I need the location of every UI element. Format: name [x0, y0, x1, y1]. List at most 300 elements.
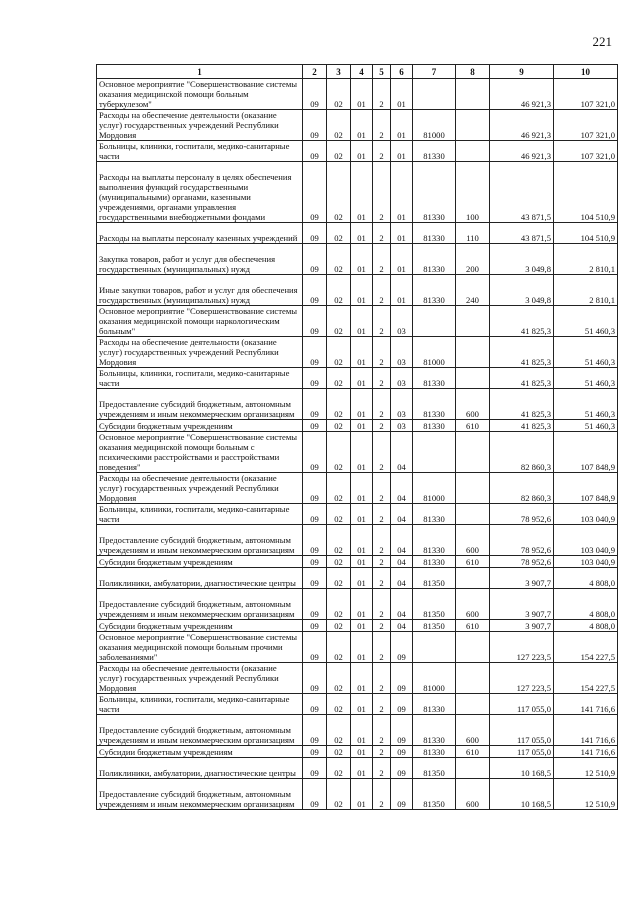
code-cell: 2	[373, 504, 391, 525]
code-cell: 02	[327, 162, 351, 223]
amount-cell: 4 808,0	[554, 589, 618, 620]
code-cell: 610	[456, 746, 490, 758]
amount-cell: 117 055,0	[490, 715, 554, 746]
amount-cell: 46 921,3	[490, 110, 554, 141]
amount-cell: 103 040,9	[554, 556, 618, 568]
amount-cell: 127 223,5	[490, 632, 554, 663]
code-cell: 2	[373, 663, 391, 694]
amount-cell: 51 460,3	[554, 420, 618, 432]
code-cell: 04	[391, 568, 413, 589]
code-cell: 610	[456, 420, 490, 432]
amount-cell: 51 460,3	[554, 337, 618, 368]
code-cell: 02	[327, 663, 351, 694]
code-cell: 01	[351, 306, 373, 337]
code-cell: 03	[391, 306, 413, 337]
code-cell: 81330	[413, 715, 456, 746]
code-cell: 01	[351, 244, 373, 275]
code-cell: 02	[327, 525, 351, 556]
code-cell: 02	[327, 504, 351, 525]
amount-cell: 41 825,3	[490, 368, 554, 389]
code-cell: 02	[327, 223, 351, 244]
table-row	[97, 779, 618, 810]
table-row	[97, 715, 618, 746]
code-cell: 09	[303, 162, 327, 223]
code-cell: 09	[303, 110, 327, 141]
table-row	[97, 275, 618, 306]
code-cell: 2	[373, 244, 391, 275]
code-cell: 01	[351, 368, 373, 389]
amount-cell: 82 860,3	[490, 473, 554, 504]
code-cell: 09	[303, 758, 327, 779]
code-cell: 04	[391, 432, 413, 473]
code-cell: 09	[303, 244, 327, 275]
code-cell: 81000	[413, 337, 456, 368]
code-cell: 81330	[413, 389, 456, 420]
code-cell: 01	[351, 473, 373, 504]
code-cell: 01	[391, 110, 413, 141]
code-cell: 2	[373, 110, 391, 141]
code-cell: 09	[303, 746, 327, 758]
code-cell: 02	[327, 79, 351, 110]
amount-cell: 154 227,5	[554, 663, 618, 694]
code-cell: 81330	[413, 223, 456, 244]
row-name: Основное мероприятие "Совершенствование системы оказания медицинской помощи больным прочими заболеваниями"	[97, 632, 303, 663]
amount-cell: 3 907,7	[490, 568, 554, 589]
code-cell: 01	[391, 141, 413, 162]
row-name: Расходы на обеспечение деятельности (оказание услуг) государственных учреждений Республики Мордовия	[97, 110, 303, 141]
header-cell: 9	[490, 65, 554, 79]
code-cell: 240	[456, 275, 490, 306]
row-name: Больницы, клиники, госпитали, медико-санитарные части	[97, 504, 303, 525]
code-cell: 09	[303, 275, 327, 306]
code-cell	[413, 306, 456, 337]
row-name: Предоставление субсидий бюджетным, автономным учреждениям и иным некоммерческим организациям	[97, 779, 303, 810]
table-body	[97, 79, 618, 810]
code-cell: 09	[303, 223, 327, 244]
row-name: Субсидии бюджетным учреждениям	[97, 420, 303, 432]
code-cell: 02	[327, 556, 351, 568]
code-cell: 600	[456, 779, 490, 810]
code-cell: 02	[327, 473, 351, 504]
code-cell	[456, 694, 490, 715]
code-cell: 04	[391, 589, 413, 620]
amount-cell: 43 871,5	[490, 223, 554, 244]
code-cell: 09	[391, 632, 413, 663]
code-cell: 2	[373, 162, 391, 223]
amount-cell: 41 825,3	[490, 389, 554, 420]
code-cell: 02	[327, 758, 351, 779]
code-cell: 09	[303, 306, 327, 337]
code-cell: 09	[391, 758, 413, 779]
amount-cell: 154 227,5	[554, 632, 618, 663]
table-row	[97, 141, 618, 162]
amount-cell: 107 321,0	[554, 141, 618, 162]
code-cell: 02	[327, 368, 351, 389]
code-cell: 2	[373, 389, 391, 420]
code-cell: 09	[303, 694, 327, 715]
code-cell: 09	[303, 663, 327, 694]
amount-cell: 141 716,6	[554, 694, 618, 715]
code-cell: 200	[456, 244, 490, 275]
table-header-row	[97, 65, 618, 79]
code-cell: 09	[391, 694, 413, 715]
amount-cell: 127 223,5	[490, 663, 554, 694]
amount-cell: 46 921,3	[490, 141, 554, 162]
code-cell: 81330	[413, 275, 456, 306]
amount-cell: 117 055,0	[490, 746, 554, 758]
amount-cell: 41 825,3	[490, 420, 554, 432]
row-name: Расходы на обеспечение деятельности (оказание услуг) государственных учреждений Республики Мордовия	[97, 473, 303, 504]
code-cell: 04	[391, 473, 413, 504]
row-name: Основное мероприятие "Совершенствование системы оказания медицинской помощи наркологическим больным"	[97, 306, 303, 337]
code-cell: 02	[327, 306, 351, 337]
code-cell: 02	[327, 715, 351, 746]
code-cell: 81330	[413, 746, 456, 758]
amount-cell: 104 510,9	[554, 223, 618, 244]
code-cell	[456, 110, 490, 141]
code-cell: 81000	[413, 473, 456, 504]
code-cell: 01	[391, 275, 413, 306]
table-row	[97, 79, 618, 110]
code-cell: 01	[391, 79, 413, 110]
table-row	[97, 589, 618, 620]
amount-cell: 104 510,9	[554, 162, 618, 223]
amount-cell: 3 049,8	[490, 275, 554, 306]
code-cell: 2	[373, 556, 391, 568]
row-name: Больницы, клиники, госпитали, медико-санитарные части	[97, 141, 303, 162]
amount-cell: 141 716,6	[554, 746, 618, 758]
row-name: Расходы на обеспечение деятельности (оказание услуг) государственных учреждений Республики Мордовия	[97, 663, 303, 694]
amount-cell: 141 716,6	[554, 715, 618, 746]
code-cell: 81330	[413, 244, 456, 275]
code-cell: 01	[351, 779, 373, 810]
table-row	[97, 162, 618, 223]
code-cell: 09	[391, 779, 413, 810]
header-cell: 1	[97, 65, 303, 79]
table-row	[97, 525, 618, 556]
code-cell: 2	[373, 368, 391, 389]
amount-cell: 12 510,9	[554, 758, 618, 779]
amount-cell: 10 168,5	[490, 779, 554, 810]
row-name: Иные закупки товаров, работ и услуг для обеспечения государственных (муниципальных) нужд	[97, 275, 303, 306]
row-name: Поликлиники, амбулатории, диагностические центры	[97, 568, 303, 589]
code-cell	[456, 632, 490, 663]
code-cell: 2	[373, 275, 391, 306]
table-row	[97, 244, 618, 275]
code-cell: 02	[327, 337, 351, 368]
code-cell: 2	[373, 632, 391, 663]
amount-cell: 78 952,6	[490, 556, 554, 568]
code-cell: 02	[327, 141, 351, 162]
header-cell: 4	[351, 65, 373, 79]
code-cell: 09	[303, 589, 327, 620]
code-cell: 600	[456, 389, 490, 420]
amount-cell: 41 825,3	[490, 337, 554, 368]
table-row	[97, 337, 618, 368]
code-cell: 02	[327, 275, 351, 306]
amount-cell: 82 860,3	[490, 432, 554, 473]
code-cell: 04	[391, 620, 413, 632]
code-cell: 01	[351, 275, 373, 306]
table-row	[97, 746, 618, 758]
code-cell: 01	[351, 556, 373, 568]
code-cell	[456, 663, 490, 694]
header-cell: 8	[456, 65, 490, 79]
code-cell: 01	[351, 337, 373, 368]
table-row	[97, 694, 618, 715]
amount-cell: 78 952,6	[490, 525, 554, 556]
row-name: Основное мероприятие "Совершенствование системы оказания медицинской помощи больным с психическими расстройствами и расстройствами поведения"	[97, 432, 303, 473]
code-cell: 09	[391, 715, 413, 746]
code-cell: 100	[456, 162, 490, 223]
code-cell	[456, 473, 490, 504]
code-cell: 01	[351, 694, 373, 715]
code-cell: 01	[391, 223, 413, 244]
code-cell: 02	[327, 779, 351, 810]
amount-cell: 3 907,7	[490, 589, 554, 620]
table-row	[97, 568, 618, 589]
code-cell: 2	[373, 715, 391, 746]
code-cell: 81330	[413, 141, 456, 162]
code-cell: 01	[351, 223, 373, 244]
code-cell: 09	[303, 504, 327, 525]
code-cell: 2	[373, 306, 391, 337]
code-cell: 81000	[413, 110, 456, 141]
code-cell: 04	[391, 504, 413, 525]
row-name: Поликлиники, амбулатории, диагностические центры	[97, 758, 303, 779]
code-cell	[456, 141, 490, 162]
table-row	[97, 420, 618, 432]
amount-cell: 2 810,1	[554, 275, 618, 306]
code-cell	[456, 337, 490, 368]
code-cell: 2	[373, 337, 391, 368]
table-row	[97, 432, 618, 473]
code-cell: 09	[303, 389, 327, 420]
code-cell: 09	[303, 779, 327, 810]
code-cell: 09	[303, 141, 327, 162]
code-cell: 81330	[413, 694, 456, 715]
code-cell: 81330	[413, 368, 456, 389]
row-name: Больницы, клиники, госпитали, медико-санитарные части	[97, 694, 303, 715]
code-cell: 2	[373, 620, 391, 632]
row-name: Расходы на выплаты персоналу казенных учреждений	[97, 223, 303, 244]
code-cell: 01	[351, 589, 373, 620]
code-cell: 02	[327, 589, 351, 620]
row-name: Предоставление субсидий бюджетным, автономным учреждениям и иным некоммерческим организациям	[97, 525, 303, 556]
amount-cell: 4 808,0	[554, 620, 618, 632]
code-cell: 09	[391, 746, 413, 758]
row-name: Предоставление субсидий бюджетным, автономным учреждениям и иным некоммерческим организациям	[97, 589, 303, 620]
code-cell: 02	[327, 568, 351, 589]
code-cell: 09	[391, 663, 413, 694]
code-cell: 610	[456, 556, 490, 568]
header-cell: 3	[327, 65, 351, 79]
code-cell: 2	[373, 432, 391, 473]
row-name: Закупка товаров, работ и услуг для обеспечения государственных (муниципальных) нужд	[97, 244, 303, 275]
code-cell	[413, 432, 456, 473]
row-name: Предоставление субсидий бюджетным, автономным учреждениям и иным некоммерческим организациям	[97, 715, 303, 746]
amount-cell: 107 321,0	[554, 79, 618, 110]
row-name: Субсидии бюджетным учреждениям	[97, 620, 303, 632]
code-cell: 09	[303, 525, 327, 556]
amount-cell: 107 848,9	[554, 473, 618, 504]
code-cell	[456, 368, 490, 389]
code-cell: 01	[351, 110, 373, 141]
code-cell: 610	[456, 620, 490, 632]
code-cell: 02	[327, 244, 351, 275]
row-name: Предоставление субсидий бюджетным, автономным учреждениям и иным некоммерческим организациям	[97, 389, 303, 420]
row-name: Больницы, клиники, госпитали, медико-санитарные части	[97, 368, 303, 389]
row-name: Субсидии бюджетным учреждениям	[97, 556, 303, 568]
code-cell: 02	[327, 746, 351, 758]
amount-cell: 10 168,5	[490, 758, 554, 779]
code-cell: 2	[373, 589, 391, 620]
code-cell: 02	[327, 420, 351, 432]
code-cell: 81350	[413, 589, 456, 620]
code-cell: 09	[303, 568, 327, 589]
code-cell	[456, 432, 490, 473]
amount-cell: 43 871,5	[490, 162, 554, 223]
code-cell: 81330	[413, 504, 456, 525]
amount-cell: 103 040,9	[554, 525, 618, 556]
code-cell: 01	[351, 746, 373, 758]
header-cell: 10	[554, 65, 618, 79]
code-cell: 03	[391, 337, 413, 368]
code-cell: 81350	[413, 779, 456, 810]
table-row	[97, 389, 618, 420]
code-cell	[456, 504, 490, 525]
amount-cell: 12 510,9	[554, 779, 618, 810]
header-cell: 7	[413, 65, 456, 79]
code-cell: 02	[327, 432, 351, 473]
code-cell: 2	[373, 141, 391, 162]
code-cell: 03	[391, 368, 413, 389]
header-cell: 6	[391, 65, 413, 79]
code-cell: 81330	[413, 162, 456, 223]
code-cell: 09	[303, 715, 327, 746]
code-cell: 09	[303, 337, 327, 368]
code-cell: 09	[303, 620, 327, 632]
code-cell: 01	[391, 244, 413, 275]
code-cell: 2	[373, 746, 391, 758]
table-row	[97, 473, 618, 504]
table-row	[97, 504, 618, 525]
code-cell: 01	[351, 620, 373, 632]
row-name: Субсидии бюджетным учреждениям	[97, 746, 303, 758]
code-cell: 2	[373, 525, 391, 556]
code-cell: 2	[373, 779, 391, 810]
table-row	[97, 223, 618, 244]
amount-cell: 107 848,9	[554, 432, 618, 473]
code-cell: 2	[373, 568, 391, 589]
code-cell: 09	[303, 556, 327, 568]
amount-cell: 107 321,0	[554, 110, 618, 141]
code-cell: 01	[351, 525, 373, 556]
code-cell: 03	[391, 420, 413, 432]
code-cell: 01	[351, 162, 373, 223]
code-cell: 2	[373, 694, 391, 715]
code-cell: 02	[327, 389, 351, 420]
row-name: Расходы на обеспечение деятельности (оказание услуг) государственных учреждений Республики Мордовия	[97, 337, 303, 368]
table-row	[97, 306, 618, 337]
table-row	[97, 632, 618, 663]
code-cell: 110	[456, 223, 490, 244]
code-cell: 81350	[413, 620, 456, 632]
amount-cell: 4 808,0	[554, 568, 618, 589]
code-cell: 04	[391, 556, 413, 568]
table-row	[97, 663, 618, 694]
code-cell: 01	[351, 568, 373, 589]
code-cell: 01	[391, 162, 413, 223]
code-cell: 81330	[413, 556, 456, 568]
code-cell: 01	[351, 389, 373, 420]
code-cell: 600	[456, 715, 490, 746]
code-cell: 01	[351, 758, 373, 779]
code-cell: 09	[303, 79, 327, 110]
code-cell: 09	[303, 473, 327, 504]
code-cell: 2	[373, 420, 391, 432]
code-cell: 81330	[413, 525, 456, 556]
header-cell: 5	[373, 65, 391, 79]
code-cell: 04	[391, 525, 413, 556]
header-cell: 2	[303, 65, 327, 79]
code-cell: 01	[351, 663, 373, 694]
code-cell: 01	[351, 715, 373, 746]
code-cell: 2	[373, 223, 391, 244]
code-cell	[413, 79, 456, 110]
table-row	[97, 368, 618, 389]
amount-cell: 78 952,6	[490, 504, 554, 525]
code-cell: 600	[456, 525, 490, 556]
code-cell	[456, 306, 490, 337]
amount-cell: 41 825,3	[490, 306, 554, 337]
code-cell	[456, 79, 490, 110]
amount-cell: 2 810,1	[554, 244, 618, 275]
code-cell: 81330	[413, 420, 456, 432]
row-name: Расходы на выплаты персоналу в целях обеспечения выполнения функций государственными (муниципальными) органами, казенными учреждениями, органами управления государственными внебюджетными фондами	[97, 162, 303, 223]
amount-cell: 51 460,3	[554, 389, 618, 420]
code-cell: 09	[303, 632, 327, 663]
page-number: 221	[592, 34, 612, 49]
code-cell: 81000	[413, 663, 456, 694]
amount-cell: 103 040,9	[554, 504, 618, 525]
amount-cell: 3 049,8	[490, 244, 554, 275]
budget-table	[96, 64, 618, 810]
code-cell	[456, 568, 490, 589]
table-row	[97, 556, 618, 568]
code-cell: 600	[456, 589, 490, 620]
code-cell: 09	[303, 368, 327, 389]
code-cell	[413, 632, 456, 663]
code-cell	[456, 758, 490, 779]
code-cell: 09	[303, 432, 327, 473]
table-row	[97, 110, 618, 141]
code-cell: 01	[351, 632, 373, 663]
amount-cell: 3 907,7	[490, 620, 554, 632]
amount-cell: 117 055,0	[490, 694, 554, 715]
code-cell: 02	[327, 620, 351, 632]
code-cell: 2	[373, 79, 391, 110]
table-row	[97, 758, 618, 779]
code-cell: 01	[351, 141, 373, 162]
code-cell: 02	[327, 632, 351, 663]
table-row	[97, 620, 618, 632]
code-cell: 81350	[413, 758, 456, 779]
code-cell: 01	[351, 420, 373, 432]
code-cell: 01	[351, 79, 373, 110]
amount-cell: 51 460,3	[554, 306, 618, 337]
code-cell: 02	[327, 694, 351, 715]
